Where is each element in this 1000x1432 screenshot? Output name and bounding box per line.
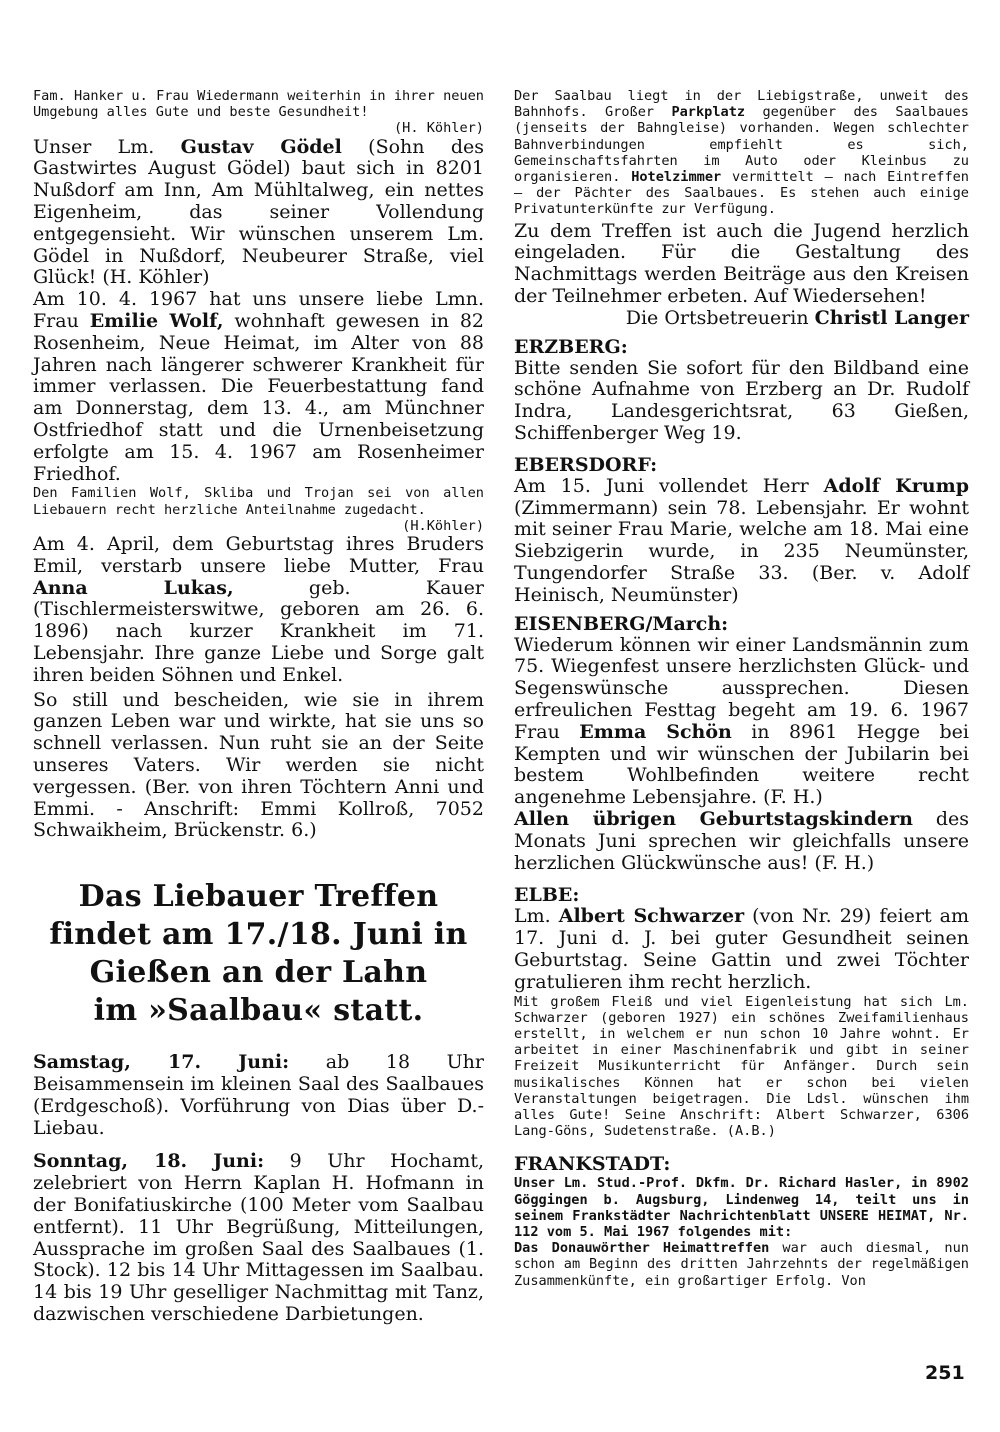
sunday-label: Sonntag, 18. Juni: <box>33 1150 265 1173</box>
elbe-text: Lm. Albert Schwarzer (von Nr. 29) feiert am 17. Juni d. J. bei guter Gesundheit seinen Geburtstag. Seine Gattin und zwei Töchter gratulieren ihm recht herzlich. <box>514 905 970 993</box>
wishes-signature: (H. Köhler) <box>393 120 484 137</box>
wishes-note: Fam. Hanker u. Frau Wiedermann weiterhin in ihrer neuen Umgebung alles Gute und beste Gesundheit! <box>33 88 484 121</box>
heading-eisenberg: EISENBERG/March: <box>514 612 729 635</box>
lukas-obituary: Am 4. April, dem Geburtstag ihres Bruders Emil, verstarb unsere liebe Mutter, Frau Anna Lukas, geb. Kauer (Tischlermeisterswitwe, geboren am 26. 6. 1896) nach kurzer Krankheit im 71. Lebensjahr. Ihre ganze Liebe und Sorge galt ihren beiden Söhnen und Enkel. <box>33 532 484 686</box>
page-number: 251 <box>925 1362 965 1384</box>
goedel-paragraph: Unser Lm. Gustav Gödel (Sohn des Gastwirtes August Gödel) baut sich in 8201 Nußdorf am Inn, Am Mühltalweg, ein nettes Eigenheim, das seiner Vollendung entgegensieht. Wir wünschen unserem Lm. Gödel in Nußdorf, Neubeurer Straße, viel Glück! (H. Köhler) <box>33 135 484 289</box>
banner-line-2: findet am 17./18. Juni in <box>49 917 468 953</box>
erzberg-text: Bitte senden Sie sofort für den Bildband eine schöne Aufnahme von Erzberg an Dr. Rudolf Indra, Landesgerichtsrat, 63 Gießen, Schiffenberger Weg 19. <box>514 356 969 444</box>
wolf-name: Emilie Wolf, <box>89 309 224 332</box>
schwarzer-name: Albert Schwarzer <box>558 905 745 928</box>
goedel-name: Gustav Gödel <box>180 135 342 158</box>
elbe-note: Mit großem Fleiß und viel Eigenleistung hat sich Lm. Schwarzer (geboren 1927) ein schönes Zweifamilienhaus erstellt, in welchem er nun schon 10 Jahre wohnt. Er arbeitet in einer Maschinenfabrik und gibt in seiner Freizeit Musikunterricht für Anfänger. Durch sein musikalisches Können hat er schon bei vielen Veranstaltungen beigetragen. Die Ldsl. wünschen ihm alles Gute! Seine Anschrift: Albert Schwarzer, 6306 Lang-Göns, Sudetenstraße. (A.B.) <box>514 993 969 1140</box>
right-column <box>514 88 969 1289</box>
youth-invitation: Zu dem Treffen ist auch die Jugend herzlich eingeladen. Für die Gestaltung des Nachmittags werden Beiträge aus den Kreisen der Teilnehmer erbeten. Auf Wiedersehen! <box>514 219 969 308</box>
parkplatz-text: Parkplatz <box>671 104 746 121</box>
saturday-schedule: Samstag, 17. Juni: ab 18 Uhr Beisammensein im kleinen Saal des Saalbaues (Erdgeschoß). Vorführung von Dias über D.-Liebau. <box>33 1051 484 1139</box>
saturday-label: Samstag, 17. Juni: <box>33 1051 290 1074</box>
heading-erzberg: ERZBERG: <box>514 335 628 358</box>
eisenberg-text: Wiederum können wir einer Landsmännin zum 75. Wiegenfest unsere herzlichsten Glück- und Segenswünsche aussprechen. Diesen erfreulichen Festtag begeht am 19. 6. 1967 Frau Emma Schön in 8961 Hegge bei Kempten und wir wünschen der Jubilarin bei bestem Wohlbefinden weitere recht angenehme Lebensjahre. (F. H.) <box>514 633 969 809</box>
donauwoerth-bold: Das Donauwörther Heimattreffen <box>514 1240 770 1257</box>
wolf-obituary: Am 10. 4. 1967 hat uns unsere liebe Lmn. Frau Emilie Wolf, wohnhaft gewesen in 82 Rosenheim, Neue Heimat, im Alter von 88 Jahren nach längerer schwerer Krankheit für immer verlassen. Die Feuerbestattung fand am Donnerstag, dem 13. 4., am Münchner Ostfriedhof statt und die Urnenbeisetzung erfolgte am 15. 4. 1967 am Rosenheimer Friedhof. <box>33 288 484 485</box>
condolence-signature: (H.Köhler) <box>402 517 484 534</box>
schoen-name: Emma Schön <box>579 720 732 743</box>
lukas-remembrance: So still und bescheiden, wie sie in ihrem ganzen Leben war und wirkte, hat sie uns so schnell verlassen. Nun ruht sie an der Seite unseres Vaters. Wir werden sie nicht vergessen. (Ber. von ihren Töchtern Anni und Emmi. - Anschrift: Emmi Kollroß, 7052 Schwaikheim, Brückenstr. 6.) <box>33 688 484 842</box>
heading-ebersdorf: EBERSDORF: <box>514 453 658 476</box>
meeting-banner <box>33 878 484 1030</box>
eisenberg-birthdays: Allen übrigen Geburtstagskindern des Monats Juni sprechen wir gleichfalls unsere herzlichen Glückwünsche aus! (F. H.) <box>514 807 970 874</box>
organizer-signature: Die Ortsbetreuerin Christl Langer <box>625 306 969 329</box>
frankstadt-intro: Unser Lm. Stud.-Prof. Dkfm. Dr. Richard Hasler, in 8902 Göggingen b. Augsburg, Lindenweg 14, teilt uns in seinem Frankstädter Nachrichtenblatt UNSERE HEIMAT, Nr. 112 vom 5. Mai 1967 folgendes mit: <box>514 1175 969 1240</box>
lukas-name: Anna Lukas, <box>33 576 234 599</box>
banner-line-3: Gießen an der Lahn <box>89 955 428 991</box>
krump-name: Adolf Krump <box>823 474 969 497</box>
condolence-note: Den Familien Wolf, Skliba und Trojan sei von allen Liebauern recht herzliche Anteilnahme zugedacht. <box>33 485 484 518</box>
left-column <box>33 88 484 1326</box>
ebersdorf-text: Am 15. Juni vollendet Herr Adolf Krump (Zimmermann) sein 78. Lebensjahr. Er wohnt mit seiner Frau Marie, welche am 18. Mai eine Siebzigerin wurde, in 235 Neumünster, Tungendorfer Straße 33. (Ber. v. Adolf Heinisch, Neumünster) <box>514 474 969 606</box>
saalbau-info: Der Saalbau liegt in der Liebigstraße, unweit des Bahnhofs. Großer Parkplatz gegenüber des Saalbaues (jenseits der Bahngleise) vorhanden. Wegen schlechter Bahnverbindungen empfiehlt es sich, Gemeinschaftsfahrten im Auto oder Kleinbus zu organisieren. Hotelzimmer vermittelt — nach Eintreffen — der Pächter des Saalbaues. Es stehen auch einige Privatunterkünfte zur Verfügung. <box>514 88 969 218</box>
birthdays-bold: Allen übrigen Geburtstagskindern <box>514 807 913 830</box>
heading-frankstadt: FRANKSTADT: <box>514 1153 671 1176</box>
sunday-schedule: Sonntag, 18. Juni: 9 Uhr Hochamt, zelebriert von Herrn Kaplan H. Hofmann in der Bonifatiuskirche (100 Meter vom Saalbau entfernt). 11 Uhr Begrüßung, Mitteilungen, Aussprache im großen Saal des Saalbaues (1. Stock). 12 bis 14 Uhr Mittagessen im Saalbau. 14 bis 19 Uhr geselliger Nachmittag mit Tanz, dazwischen verschiedene Darbietungen. <box>33 1150 484 1325</box>
frankstadt-text: Das Donauwörther Heimattreffen war auch diesmal, nun schon am Beginn des dritten Jahrzehnts der regelmäßigen Zusammenkünfte, ein großartiger Erfolg. Von <box>514 1240 969 1289</box>
organizer-name: Christl Langer <box>814 306 969 329</box>
hotelzimmer-text: Hotelzimmer <box>631 169 722 186</box>
banner-line-1: Das Liebauer Treffen <box>78 879 439 915</box>
banner-line-4: im »Saalbau« statt. <box>93 993 424 1029</box>
heading-elbe: ELBE: <box>514 884 580 907</box>
